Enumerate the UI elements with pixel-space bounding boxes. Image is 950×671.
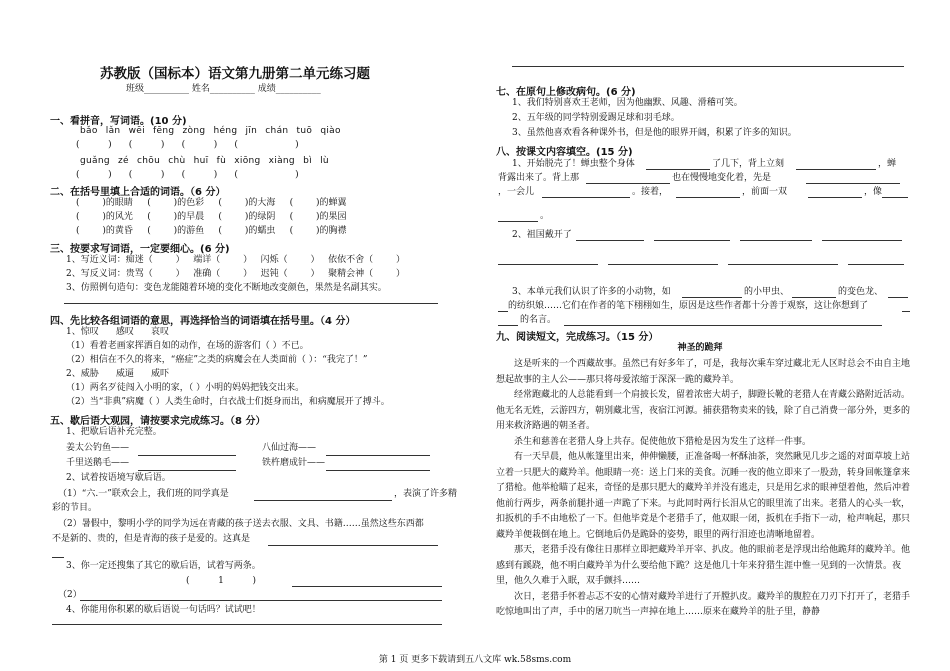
answer-line bbox=[740, 240, 812, 241]
answer-line bbox=[512, 66, 904, 67]
answer-line bbox=[796, 169, 876, 170]
numbered-paren: ( 1 ) bbox=[186, 576, 256, 586]
pinyin-row-1: bǎo lǎn wēi fēng zòng héng jīn chán tuō qiào bbox=[80, 126, 341, 136]
answer-line bbox=[542, 197, 630, 198]
passage-paragraph: 那天，老猎手没有像往日那样立即把藏羚羊开宰、扒皮。他的眼前老是浮现出给他跪拜的藏羚羊。他感到有蹊跷，他不明白藏羚羊为什么要给他下跪？这是他几十年来狩猎生涯中惟一见到的一次情景。夜里，他久久难于入眠，双手颤抖…… bbox=[496, 545, 911, 586]
instruction: 1、把歇后语补充完整。 bbox=[66, 427, 162, 437]
fill-line: ( )的黄昏 ( )的游鱼 ( )的蠕虫 ( )的胸襟 bbox=[76, 226, 347, 236]
proverb-start: 八仙过海—— bbox=[262, 443, 317, 453]
page-title: 苏教版（国标本）语文第九册第二单元练习题 bbox=[100, 66, 370, 82]
answer-line bbox=[792, 297, 836, 298]
sentence-prompt: 3、仿照例句造句：变色龙能随着环境的变化不断地改变颜色，果然是名副其实。 bbox=[66, 283, 387, 293]
answer-line bbox=[564, 325, 882, 326]
answer-line bbox=[682, 297, 742, 298]
answer-line bbox=[268, 545, 438, 546]
fill-text: ，一会儿 bbox=[498, 187, 535, 197]
answer-line bbox=[498, 311, 508, 312]
fill-text: 1、开始脱壳了！蝉虫整个身体 bbox=[512, 159, 635, 169]
context-line: （1）“六.一”联欢会上，我们班的同学真是 bbox=[58, 489, 229, 499]
answer-line bbox=[888, 297, 908, 298]
word-group-1: 1、惊叹 感叹 哀叹 bbox=[66, 327, 170, 337]
instruction: 2、试着按语境写歇后语。 bbox=[66, 473, 171, 483]
question-line: （2）当“非典”病魔（ ）人类生命时，白衣战士们挺身而出，和病魔展开了搏斗。 bbox=[66, 397, 390, 407]
answer-parens-2: ( ) ( ) ( ) ( ) bbox=[76, 170, 299, 180]
question-line: （1）看着老画家挥洒自如的动作，在场的游客们（ ）不已。 bbox=[66, 341, 309, 351]
fill-text: 背露出来了。背上那 bbox=[498, 173, 580, 183]
sick-sentence: 3、虽然他喜欢看各种课外书，但是他的眼界开阔，积累了许多的知识。 bbox=[512, 128, 797, 138]
answer-line bbox=[498, 264, 598, 265]
instruction: 4、你能用你积累的歇后语说一句话吗？试试吧！ bbox=[66, 605, 261, 615]
synonym-line: 1、写近义词：痴迷（ ） 端详（ ） 闪烁（ ） 依依不舍（ ） bbox=[66, 255, 406, 265]
section-1-heading: 一、看拼音，写词语。(10 分) bbox=[50, 116, 187, 127]
answer-line bbox=[822, 240, 902, 241]
fill-text: 3、本单元我们认识了许多的小动物，如 bbox=[512, 287, 671, 297]
proverb-start: 千里送鹅毛—— bbox=[66, 458, 130, 468]
fill-line: ( )的风光 ( )的早晨 ( )的绿阴 ( )的果园 bbox=[76, 212, 347, 222]
question-line: （1）两名歹徒闯入小明的家，（ ）小明的妈妈把钱交出来。 bbox=[66, 383, 305, 393]
antonym-line: 2、写反义词：贵骂（ ） 准确（ ） 迟钝（ ） 聚精会神（ ） bbox=[66, 269, 406, 279]
section-4-heading: 四、先比较各组词语的意思，再选择恰当的词语填在括号里。（4 分） bbox=[50, 316, 356, 327]
answer-line bbox=[586, 183, 670, 184]
fill-line: ( )的眼睛 ( )的色彩 ( )的大海 ( )的蝉翼 bbox=[76, 198, 347, 208]
passage-paragraph: 这是听来的一个西藏故事。虽然已有好多年了，可是，我每次乘车穿过藏北无人区时总会不由自主地想起故事的主人公——那只将母爱浓缩于深深一跪的藏羚羊。 bbox=[496, 359, 911, 385]
answer-line bbox=[646, 169, 710, 170]
answer-line bbox=[882, 197, 908, 198]
passage-paragraph: 次日，老猎手怀着忐忑不安的心情对藏羚羊进行了开膛扒皮。藏羚羊的腹腔在刀刃下打开了，老猎手吃惊地叫出了声，手中的屠刀吭当一声掉在地上……原来在藏羚羊的肚子里，静静 bbox=[496, 591, 911, 617]
fill-text: ，像 bbox=[864, 187, 883, 197]
fill-text: 的名言。 bbox=[520, 315, 557, 325]
answer-line bbox=[806, 183, 900, 184]
fill-text: 的变色龙、 bbox=[838, 287, 884, 297]
fill-text: 。 bbox=[540, 211, 550, 221]
section-2-heading: 二、在括号里填上合适的词语。（6 分） bbox=[50, 187, 226, 198]
context-line: 彩的节目。 bbox=[52, 503, 98, 513]
fill-text: 的小甲虫、 bbox=[744, 287, 790, 297]
answer-line bbox=[254, 500, 392, 501]
passage-paragraph: 有一天早晨，他从帐篷里出来，伸伸懒腰，正准备喝一杯酥油茶，突然瞅见几步之遥的对面草坡上站立着一只肥大的藏羚羊。他眼睛一亮：送上门来的美食。沉睡一夜的他立即来了一股劲，转身回帐篷拿来了猎枪。他举枪瞄了起来，奇怪的是那只肥大的藏羚羊并没有逃走，只是用乞求的眼神望着他，然后冲着他前行两步，两条前腿扑通一声跪了下来。与此同时两行长泪从它的眼里流了出来。老猎人的心头一软，扣扳机的手不由地松了一下。但他毕竟是个老猎手了，他双眼一闭，扳机在手指下一动，枪声响起，那只藏羚羊便栽倒在地上。它倒地后仍是跪卧的姿势，眼里的两行泪迹也清晰地留着。 bbox=[496, 452, 911, 540]
passage-paragraph: 杀生和慈善在老猎人身上共存。促使他放下猎枪是因为发生了这样一件事。 bbox=[514, 436, 812, 447]
page-footer: 第 1 页 更多下载请到五八文库 wk.58sms.com bbox=[275, 655, 675, 666]
answer-line bbox=[138, 455, 236, 456]
word-group-2: 2、威胁 威逼 威吓 bbox=[66, 369, 170, 379]
answer-line bbox=[498, 221, 538, 222]
answer-line bbox=[728, 264, 838, 265]
answer-line bbox=[80, 600, 442, 601]
fill-text: ，蝉 bbox=[878, 159, 897, 169]
answer-line bbox=[576, 240, 644, 241]
section-8-heading: 八、按课文内容填空。(15 分) bbox=[496, 147, 633, 158]
passage-title: 神圣的跪拜 bbox=[677, 343, 723, 353]
context-line: 不是新的、贵的，但是青海的孩子是爱的。这真是 bbox=[52, 534, 251, 544]
passage-body bbox=[496, 357, 912, 652]
sick-sentence: 1、我们特别喜欢王老师，因为他幽默、风趣、滑稽可笑。 bbox=[512, 98, 743, 108]
answer-line bbox=[676, 197, 740, 198]
section-7-heading: 七、在原句上修改病句。(6 分) bbox=[496, 87, 636, 98]
context-line: （2）暑假中，黎明小学的同学为远在青藏的孩子送去衣服、文具、书籍……虽然这些东西都 bbox=[58, 519, 424, 529]
context-line: ，表演了许多精 bbox=[394, 489, 458, 499]
answer-line bbox=[326, 455, 430, 456]
question-line: （2）相信在不久的将来，“癌症”之类的病魔会在人类面前（ ）：“我完了！” bbox=[66, 355, 368, 365]
answer-line bbox=[654, 240, 730, 241]
pinyin-row-2: guǎng zé chōu chù huī fù xiōng xiàng bì lù bbox=[80, 156, 329, 166]
answer-line bbox=[808, 197, 862, 198]
instruction: 3、你一定还搜集了其它的歇后语，试着写两条。 bbox=[66, 561, 261, 571]
fill-text: 2、祖国戴开了 bbox=[512, 230, 572, 240]
answer-line bbox=[902, 311, 910, 312]
answer-line bbox=[138, 470, 236, 471]
student-info-line: 班级__________ 姓名__________ 成绩__________ bbox=[126, 84, 321, 94]
section-9-heading: 九、阅读短文，完成练习。（15 分） bbox=[496, 332, 659, 343]
answer-line bbox=[64, 303, 438, 304]
section-5-heading: 五、歇后语大观园，请按要求完成练习。（8 分） bbox=[50, 416, 266, 427]
section-3-heading: 三、按要求写词语，一定要细心。(6 分) bbox=[50, 244, 230, 255]
answer-line bbox=[52, 624, 442, 625]
fill-text: 的纺织娘……它们在作者的笔下栩栩如生，原因是这些作者都十分善于观察，这让你想到了 bbox=[508, 301, 869, 311]
answer-line bbox=[52, 557, 64, 558]
sick-sentence: 2、五年级的同学特别爱踢足球和羽毛球。 bbox=[512, 113, 680, 123]
passage-paragraph: 经常跑藏北的人总能看到一个肩披长发，留着浓密大胡子，脚蹬长靴的老猎人在青藏公路附近活动。他无名无姓，云游四方，朝别藏北雪，夜宿江河源。捕获猎物卖来的钱，除了自己消费一部分外，更多的用来救济路遇的朝圣者。 bbox=[496, 390, 911, 431]
fill-text: ，前面一双 bbox=[742, 187, 788, 197]
answer-line bbox=[608, 264, 718, 265]
fill-text: 。接着， bbox=[632, 187, 669, 197]
answer-line bbox=[498, 325, 518, 326]
proverb-start: 姜太公钓鱼—— bbox=[66, 443, 130, 453]
proverb-start: 铁杵磨成针—— bbox=[262, 458, 326, 468]
answer-line bbox=[326, 470, 430, 471]
answer-line bbox=[292, 586, 442, 587]
answer-line bbox=[848, 264, 904, 265]
answer-label: （2） bbox=[58, 590, 82, 600]
fill-text: 了几下，背上立刻 bbox=[712, 159, 785, 169]
answer-parens-1: ( ) ( ) ( ) ( ) bbox=[76, 140, 299, 150]
fill-text: 也在慢慢地变化着，先是 bbox=[672, 173, 772, 183]
